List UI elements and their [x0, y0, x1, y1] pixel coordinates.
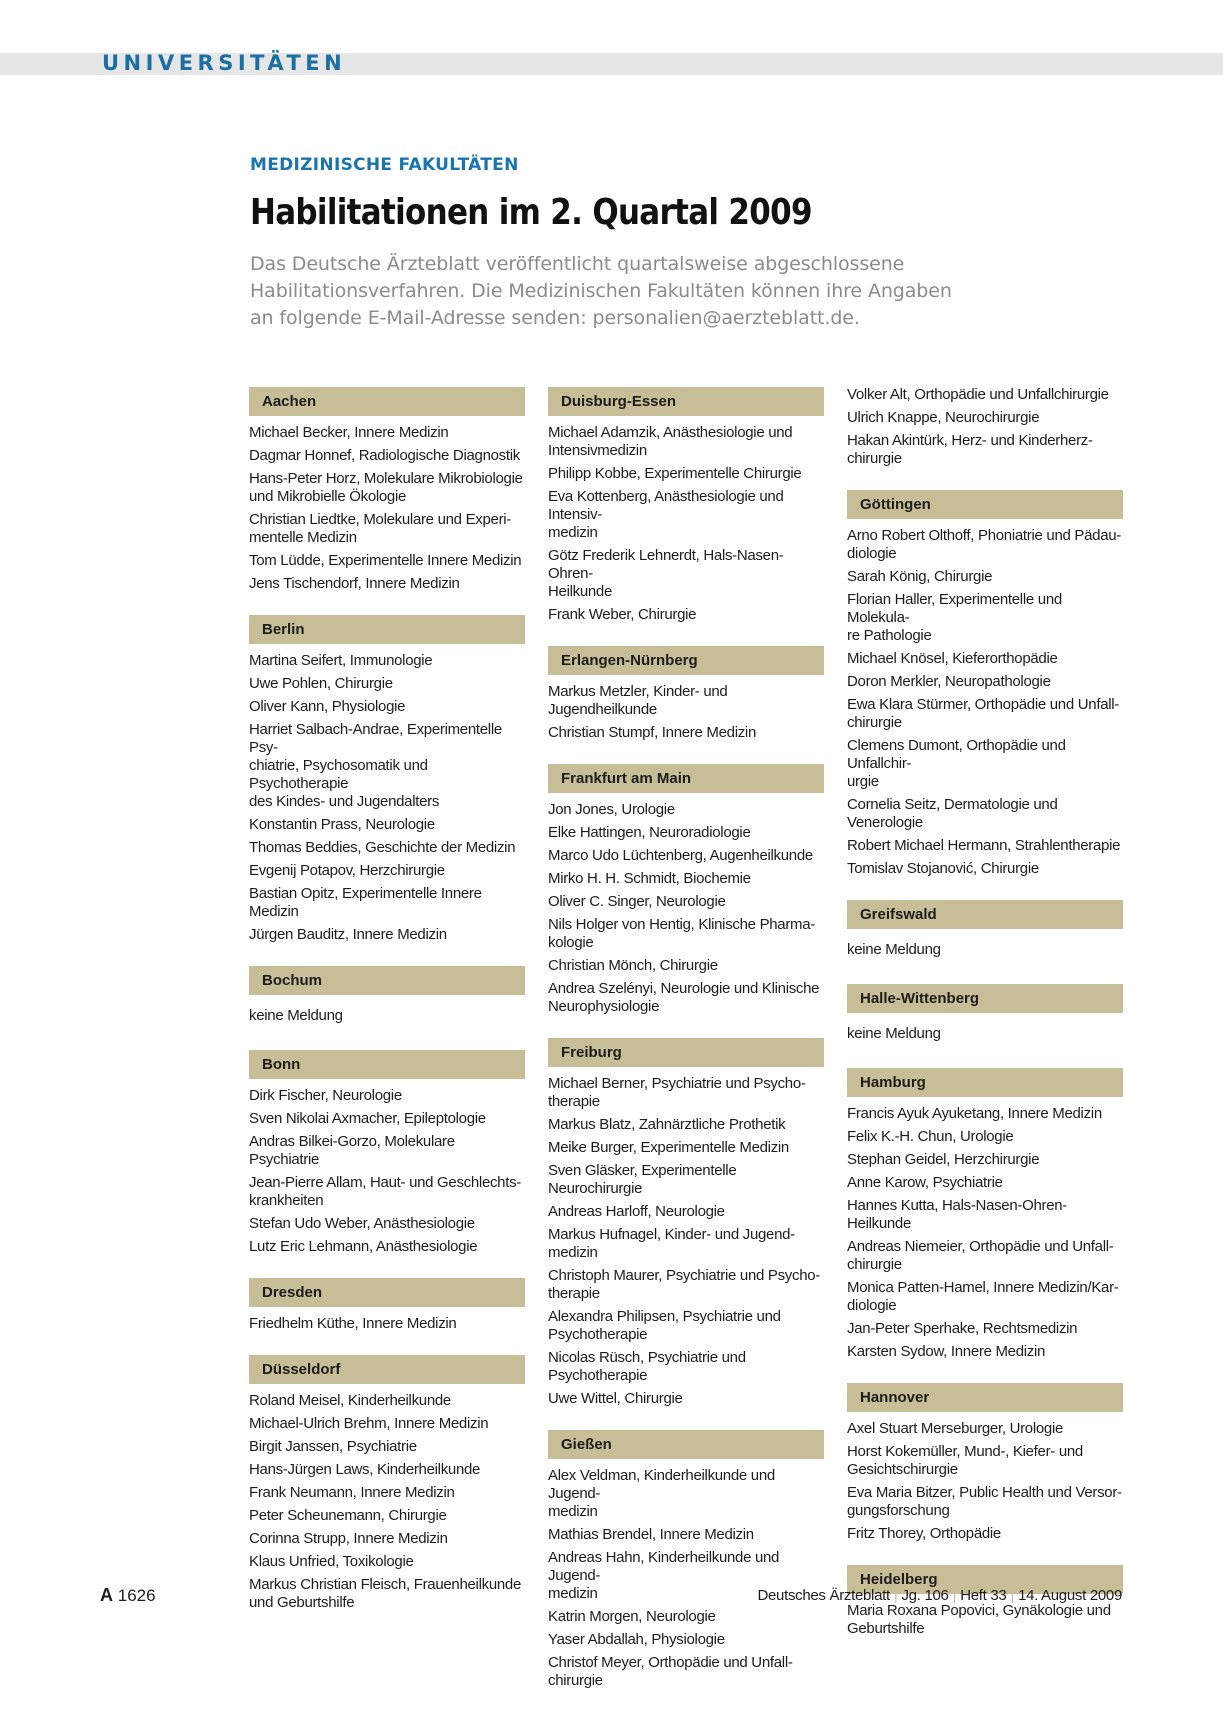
habilitation-entry: Stephan Geidel, Herzchirurgie — [847, 1151, 1040, 1168]
habilitation-entry: Yaser Abdallah, Physiologie — [548, 1631, 725, 1648]
habilitation-entry: Andrea Szelényi, Neurologie und Klinische Neurophysiologie — [548, 980, 820, 1015]
habilitation-entry: Dagmar Honnef, Radiologische Diagnostik — [249, 447, 520, 464]
university-header: Hannover — [847, 1383, 1123, 1412]
habilitation-list — [847, 525, 1123, 881]
habilitation-entry: Evgenij Potapov, Herzchirurgie — [249, 862, 445, 879]
habilitation-entry: Jan-Peter Sperhake, Rechtsmedizin — [847, 1320, 1078, 1337]
habilitation-entry: Hakan Akintürk, Herz- und Kinderherz- chirurgie — [847, 432, 1093, 467]
university-header: Hamburg — [847, 1068, 1123, 1097]
habilitation-entry: Francis Ayuk Ayuketang, Innere Medizin — [847, 1105, 1102, 1122]
habilitation-entry: Hannes Kutta, Hals-Nasen-Ohren-Heilkunde — [847, 1197, 1067, 1232]
habilitation-entry: Fritz Thorey, Orthopädie — [847, 1525, 1001, 1542]
habilitation-entry: Katrin Morgen, Neurologie — [548, 1608, 716, 1625]
no-report-note: keine Meldung — [847, 1025, 941, 1042]
habilitation-list — [249, 422, 525, 596]
habilitation-entry: Karsten Sydow, Innere Medizin — [847, 1343, 1046, 1360]
habilitation-entry: Klaus Unfried, Toxikologie — [249, 1553, 414, 1570]
habilitation-entry: Michael-Ulrich Brehm, Innere Medizin — [249, 1415, 489, 1432]
habilitation-entry: Jean-Pierre Allam, Haut- und Geschlechts- krankheiten — [249, 1174, 521, 1209]
habilitation-list — [249, 1390, 525, 1615]
habilitation-entry: Peter Scheunemann, Chirurgie — [249, 1507, 447, 1524]
university-header: Freiburg — [548, 1038, 824, 1067]
university-header: Halle-Wittenberg — [847, 984, 1123, 1013]
university-header: Erlangen-Nürnberg — [548, 646, 824, 675]
habilitation-list — [249, 1313, 525, 1336]
habilitation-entry: Mirko H. H. Schmidt, Biochemie — [548, 870, 751, 887]
habilitation-list — [548, 1465, 824, 1693]
habilitation-entry: Bastian Opitz, Experimentelle Innere Medizin — [249, 885, 482, 920]
university-header: Duisburg-Essen — [548, 387, 824, 416]
habilitation-entry: Christian Stumpf, Innere Medizin — [548, 724, 756, 741]
habilitation-entry: Maria Roxana Popovici, Gynäkologie und Geburtshilfe — [847, 1602, 1111, 1637]
habilitation-entry: Uwe Pohlen, Chirurgie — [249, 675, 393, 692]
habilitation-entry: Harriet Salbach-Andrae, Experimentelle Psy- chiatrie, Psychosomatik und Psychotherapie des Kindes- und Jugendalters — [249, 721, 502, 810]
habilitation-entry: Andras Bilkei-Gorzo, Molekulare Psychiatrie — [249, 1133, 455, 1168]
habilitation-list — [847, 935, 1123, 965]
habilitation-entry: Christof Meyer, Orthopädie und Unfall- chirurgie — [548, 1654, 793, 1689]
habilitation-entry: Ewa Klara Stürmer, Orthopädie und Unfall- chirurgie — [847, 696, 1120, 731]
habilitation-entry: Nicolas Rüsch, Psychiatrie und Psychotherapie — [548, 1349, 746, 1384]
habilitation-list — [548, 1073, 824, 1411]
habilitation-entry: Monica Patten-Hamel, Innere Medizin/Kar- diologie — [847, 1279, 1119, 1314]
section-label: UNIVERSITÄTEN — [102, 51, 347, 75]
habilitation-entry: Volker Alt, Orthopädie und Unfallchirurgie — [847, 386, 1109, 403]
habilitation-entry: Sven Gläsker, Experimentelle Neurochirurgie — [548, 1162, 737, 1197]
habilitation-entry: Friedhelm Küthe, Innere Medizin — [249, 1315, 457, 1332]
habilitation-entry: Markus Christian Fleisch, Frauenheilkunde und Geburtshilfe — [249, 1576, 521, 1611]
habilitation-list — [847, 1418, 1123, 1546]
habilitation-entry: Frank Weber, Chirurgie — [548, 606, 697, 623]
habilitation-entry: Christian Mönch, Chirurgie — [548, 957, 718, 974]
university-header: Göttingen — [847, 490, 1123, 519]
habilitation-entry: Sven Nikolai Axmacher, Epileptologie — [249, 1110, 486, 1127]
habilitation-entry: Tom Lüdde, Experimentelle Innere Medizin — [249, 552, 522, 569]
habilitation-list — [548, 681, 824, 745]
no-report-note: keine Meldung — [847, 941, 941, 958]
article-intro: Das Deutsche Ärzteblatt veröffentlicht quartalsweise abgeschlossene Habilitationsverfahren. Die Medizinischen Fakultäten können ihre Angaben an folgende E-Mail-Adresse senden: personalien@aerzteblatt.de. — [250, 253, 952, 329]
habilitation-list — [249, 650, 525, 947]
habilitation-entry: Oliver Kann, Physiologie — [249, 698, 406, 715]
habilitation-entry: Jürgen Bauditz, Innere Medizin — [249, 926, 447, 943]
habilitation-entry: Felix K.-H. Chun, Urologie — [847, 1128, 1014, 1145]
university-header: Greifswald — [847, 900, 1123, 929]
habilitation-list — [847, 1600, 1123, 1641]
university-header: Aachen — [249, 387, 525, 416]
habilitation-list — [847, 1019, 1123, 1049]
habilitation-list — [249, 1001, 525, 1031]
habilitation-entry: Michael Adamzik, Anästhesiologie und Intensivmedizin — [548, 424, 793, 459]
separator: | — [1010, 1587, 1015, 1604]
separator: | — [952, 1587, 957, 1604]
journal-issue: Heft 33 — [960, 1587, 1007, 1604]
page-number-value: 1626 — [117, 1586, 156, 1605]
habilitation-entry: Lutz Eric Lehmann, Anästhesiologie — [249, 1238, 478, 1255]
column-1 — [249, 387, 525, 1634]
habilitation-entry: Stefan Udo Weber, Anästhesiologie — [249, 1215, 475, 1232]
continued-entry-list — [847, 384, 1123, 471]
university-header: Berlin — [249, 615, 525, 644]
habilitation-entry: Markus Metzler, Kinder- und Jugendheilkunde — [548, 683, 728, 718]
habilitation-entry: Philipp Kobbe, Experimentelle Chirurgie — [548, 465, 802, 482]
no-report-note: keine Meldung — [249, 1007, 343, 1024]
habilitation-entry: Frank Neumann, Innere Medizin — [249, 1484, 455, 1501]
journal-volume: Jg. 106 — [901, 1587, 949, 1604]
habilitation-list — [847, 1103, 1123, 1364]
habilitation-entry: Doron Merkler, Neuropathologie — [847, 673, 1051, 690]
habilitation-entry: Mathias Brendel, Innere Medizin — [548, 1526, 754, 1543]
university-header: Bonn — [249, 1050, 525, 1079]
habilitation-entry: Michael Knösel, Kieferorthopädie — [847, 650, 1058, 667]
university-header: Frankfurt am Main — [548, 764, 824, 793]
page-number — [100, 1585, 156, 1606]
habilitation-entry: Andreas Hahn, Kinderheilkunde und Jugend- medizin — [548, 1549, 780, 1602]
column-3 — [847, 384, 1123, 1660]
habilitation-entry: Thomas Beddies, Geschichte der Medizin — [249, 839, 516, 856]
habilitation-entry: Florian Haller, Experimentelle und Molekula- re Pathologie — [847, 591, 1062, 644]
habilitation-entry: Robert Michael Hermann, Strahlentherapie — [847, 837, 1121, 854]
habilitation-entry: Götz Frederik Lehnerdt, Hals-Nasen-Ohren- Heilkunde — [548, 547, 784, 600]
habilitation-entry: Christoph Maurer, Psychiatrie und Psycho- therapie — [548, 1267, 820, 1302]
habilitation-entry: Alex Veldman, Kinderheilkunde und Jugend- medizin — [548, 1467, 775, 1520]
habilitation-entry: Oliver C. Singer, Neurologie — [548, 893, 726, 910]
habilitation-entry: Eva Kottenberg, Anästhesiologie und Intensiv- medizin — [548, 488, 784, 541]
habilitation-entry: Michael Becker, Innere Medizin — [249, 424, 449, 441]
habilitation-entry: Michael Berner, Psychiatrie und Psycho- therapie — [548, 1075, 806, 1110]
habilitation-entry: Marco Udo Lüchtenberg, Augenheilkunde — [548, 847, 813, 864]
habilitation-entry: Uwe Wittel, Chirurgie — [548, 1390, 683, 1407]
habilitation-entry: Christian Liedtke, Molekulare und Experi- mentelle Medizin — [249, 511, 511, 546]
habilitation-entry: Anne Karow, Psychiatrie — [847, 1174, 1003, 1191]
page-prefix: A — [100, 1585, 113, 1605]
university-header: Heidelberg — [847, 1565, 1123, 1594]
habilitation-entry: Arno Robert Olthoff, Phoniatrie und Pädau- diologie — [847, 527, 1121, 562]
footer-citation — [757, 1587, 1122, 1605]
habilitation-entry: Andreas Harloff, Neurologie — [548, 1203, 725, 1220]
habilitation-entry: Konstantin Prass, Neurologie — [249, 816, 435, 833]
habilitation-entry: Clemens Dumont, Orthopädie und Unfallchir- urgie — [847, 737, 1066, 790]
habilitation-entry: Cornelia Seitz, Dermatologie und Venerologie — [847, 796, 1058, 831]
column-2 — [548, 387, 824, 1712]
habilitation-entry: Alexandra Philipsen, Psychiatrie und Psychotherapie — [548, 1308, 781, 1343]
habilitation-entry: Dirk Fischer, Neurologie — [249, 1087, 402, 1104]
journal-name: Deutsches Ärzteblatt — [757, 1587, 890, 1604]
university-header: Gießen — [548, 1430, 824, 1459]
habilitation-list — [548, 799, 824, 1019]
habilitation-entry: Eva Maria Bitzer, Public Health und Versor- gungsforschung — [847, 1484, 1122, 1519]
habilitation-entry: Ulrich Knappe, Neurochirurgie — [847, 409, 1040, 426]
habilitation-entry: Markus Hufnagel, Kinder- und Jugend- medizin — [548, 1226, 795, 1261]
habilitation-entry: Andreas Niemeier, Orthopädie und Unfall- chirurgie — [847, 1238, 1114, 1273]
habilitation-entry: Martina Seifert, Immunologie — [249, 652, 433, 669]
habilitation-entry: Horst Kokemüller, Mund-, Kiefer- und Gesichtschirurgie — [847, 1443, 1083, 1478]
article-headline: Habilitationen im 2. Quartal 2009 — [250, 192, 812, 233]
habilitation-entry: Hans-Jürgen Laws, Kinderheilkunde — [249, 1461, 481, 1478]
university-header: Bochum — [249, 966, 525, 995]
habilitation-entry: Corinna Strupp, Innere Medizin — [249, 1530, 448, 1547]
habilitation-entry: Tomislav Stojanović, Chirurgie — [847, 860, 1039, 877]
habilitation-entry: Markus Blatz, Zahnärztliche Prothetik — [548, 1116, 786, 1133]
university-header: Dresden — [249, 1278, 525, 1307]
habilitation-entry: Jens Tischendorf, Innere Medizin — [249, 575, 460, 592]
journal-date: 14. August 2009 — [1018, 1587, 1122, 1604]
separator: | — [893, 1587, 898, 1604]
habilitation-entry: Birgit Janssen, Psychiatrie — [249, 1438, 417, 1455]
habilitation-entry: Roland Meisel, Kinderheilkunde — [249, 1392, 451, 1409]
habilitation-list — [548, 422, 824, 627]
habilitation-entry: Sarah König, Chirurgie — [847, 568, 993, 585]
habilitation-entry: Meike Burger, Experimentelle Medizin — [548, 1139, 789, 1156]
habilitation-entry: Axel Stuart Merseburger, Urologie — [847, 1420, 1064, 1437]
university-header: Düsseldorf — [249, 1355, 525, 1384]
habilitation-entry: Elke Hattingen, Neuroradiologie — [548, 824, 751, 841]
habilitation-entry: Hans-Peter Horz, Molekulare Mikrobiologie und Mikrobielle Ökologie — [249, 470, 523, 505]
habilitation-entry: Nils Holger von Hentig, Klinische Pharma- kologie — [548, 916, 815, 951]
article-kicker: MEDIZINISCHE FAKULTÄTEN — [250, 155, 519, 175]
habilitation-entry: Jon Jones, Urologie — [548, 801, 675, 818]
habilitation-list — [249, 1085, 525, 1259]
